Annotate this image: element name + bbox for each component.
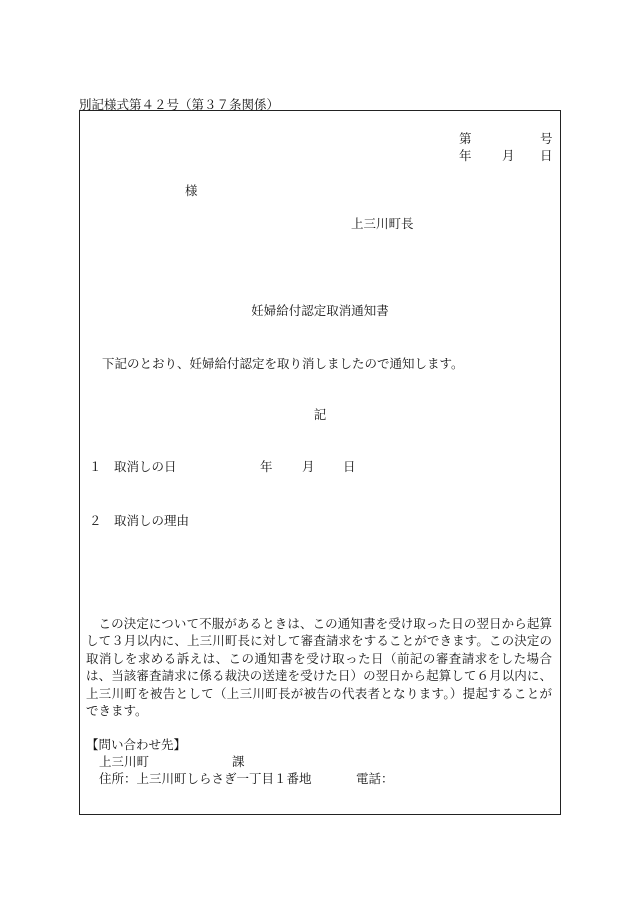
item-2-number: ２ xyxy=(89,513,102,528)
item-1-number: １ xyxy=(89,459,102,474)
ki-heading: 記 xyxy=(313,407,327,422)
recipient-honorific: 様 xyxy=(185,183,198,198)
item-1-date-year: 年 xyxy=(260,459,273,474)
reference-number-suffix: 号 xyxy=(540,131,553,146)
item-1-date-day: 日 xyxy=(343,459,356,474)
intro-sentence: 下記のとおり、妊婦給付認定を取り消しましたので通知します。 xyxy=(102,356,464,371)
contact-phone: 電話： xyxy=(356,771,394,786)
contact-town: 上三川町 xyxy=(99,754,150,769)
reference-number-prefix: 第 xyxy=(459,131,472,146)
appeal-notice-paragraph: この決定について不服があるときは、この通知書を受け取った日の翌日から起算して３月以内に、上三川町長に対して審査請求をすることができます。この決定の取消しを求める訴えは、この通知書を受け取った日（前記の審査請求をした場合は、当該審査請求に係る裁決の送達を受けた日）の翌日から起算して６月以内に、上三川町を被告として（上三川町長が被告の代表者となります。）提起することができます。 xyxy=(86,616,552,719)
contact-address: 住所：上三川町しらさぎ一丁目１番地 xyxy=(99,771,312,786)
item-1-label: 取消しの日 xyxy=(114,459,177,474)
item-1-date-month: 月 xyxy=(302,459,315,474)
form-number-label: 別記様式第４２号（第３７条関係） xyxy=(79,97,280,112)
issue-date-day: 日 xyxy=(540,148,553,163)
document-frame xyxy=(79,110,561,815)
issue-date-month: 月 xyxy=(502,148,515,163)
item-2-label: 取消しの理由 xyxy=(114,513,190,528)
sender-mayor: 上三川町長 xyxy=(351,216,414,231)
issue-date-year: 年 xyxy=(459,148,472,163)
contact-heading: 【問い合わせ先】 xyxy=(86,737,187,752)
document-title: 妊婦給付認定取消通知書 xyxy=(251,303,389,318)
contact-section: 課 xyxy=(232,754,245,769)
